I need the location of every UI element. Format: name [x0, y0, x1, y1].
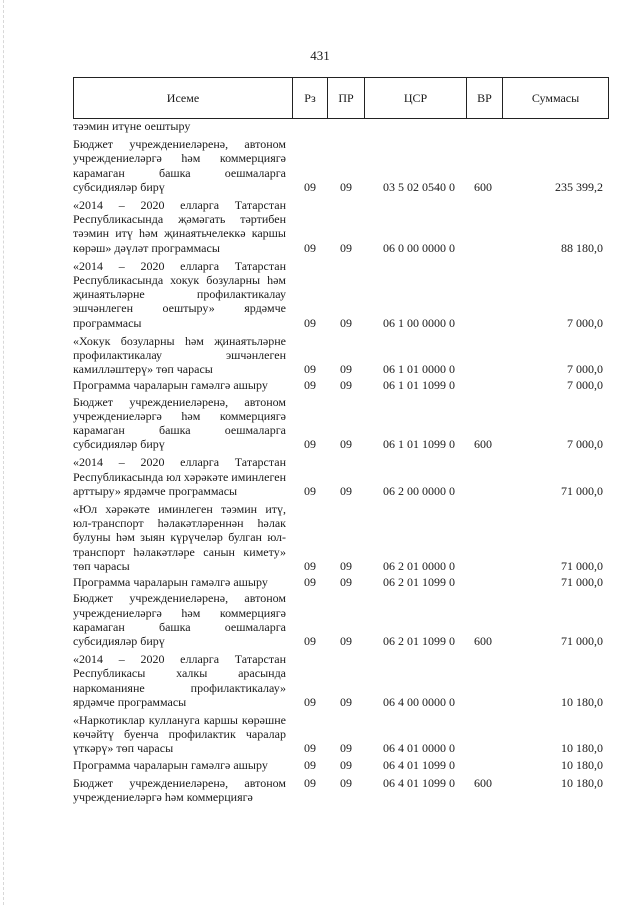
header-pr: ПР [328, 78, 365, 119]
row-pr: 09 [340, 757, 352, 772]
row-rz: 09 [304, 558, 316, 573]
row-name: Программа чараларын гамәлгә ашыру [73, 757, 268, 772]
header-csr: ЦСР [365, 78, 467, 119]
row-rz: 09 [304, 378, 316, 393]
row-csr: 06 4 01 1099 0 [383, 775, 455, 790]
table-row [73, 758, 613, 772]
row-pr: 09 [340, 378, 352, 393]
row-pr: 09 [340, 179, 352, 194]
row-pr: 09 [340, 362, 352, 377]
row-csr: 06 1 01 0000 0 [383, 362, 455, 377]
row-name: «2014 – 2020 елларга Татарстан Республикасында юл хәрәкәте иминлеген арттыру» ярдәмче программасы [73, 455, 286, 498]
row-rz: 09 [304, 575, 316, 590]
row-name: Программа чараларын гамәлгә ашыру [73, 575, 268, 590]
table-row [73, 334, 613, 377]
row-sum: 88 180,0 [561, 240, 603, 255]
row-pr: 09 [340, 558, 352, 573]
row-name: Бюджет учреждениеләренә, автоном учреждениеләргә һәм коммерциягә карамаган башка оешмаларга субсидияләр бирү [73, 591, 286, 648]
table-row [73, 198, 613, 255]
row-name: Бюджет учреждениеләренә, автоном учреждениеләргә һәм коммерциягә [73, 775, 286, 804]
row-csr: 06 4 01 0000 0 [383, 741, 455, 756]
row-name: «2014 – 2020 елларга Татарстан Республикасында җәмәгать тәртибен тәэмин итү һәм җинаятьчелеккә каршы көрәш» дәүләт программасы [73, 198, 286, 255]
row-rz: 09 [304, 741, 316, 756]
table-header [73, 77, 609, 119]
row-pr: 09 [340, 633, 352, 648]
row-sum: 71 000,0 [561, 575, 603, 590]
row-csr: 06 1 01 1099 0 [383, 437, 455, 452]
row-rz: 09 [304, 483, 316, 498]
row-name: тәэмин итүне оештыру [73, 119, 191, 133]
scan-edge-line [3, 0, 5, 905]
row-pr: 09 [340, 694, 352, 709]
row-sum: 71 000,0 [561, 633, 603, 648]
row-pr: 09 [340, 437, 352, 452]
table-row [73, 395, 613, 452]
row-rz: 09 [304, 757, 316, 772]
row-name: Бюджет учреждениеләренә, автоном учреждениеләргә һәм коммерциягә карамаган башка оешмаларга субсидияләр бирү [73, 394, 286, 452]
table-row [73, 502, 613, 573]
row-rz: 09 [304, 437, 316, 452]
row-name: «Хокук бозуларны һәм җинаятьләрне профилактикалау эшчәнлеген камилләштерү» төп чарасы [73, 333, 286, 377]
table-row [73, 652, 613, 709]
row-pr: 09 [340, 575, 352, 590]
row-rz: 09 [304, 240, 316, 255]
row-name: «2014 – 2020 елларга Татарстан Республикасы халкы арасында наркоманияне профилактикалау» ярдәмче программасы [73, 652, 286, 709]
row-csr: 06 2 01 0000 0 [383, 558, 455, 573]
row-rz: 09 [304, 633, 316, 648]
row-sum: 10 180,0 [561, 741, 603, 756]
row-name: Бюджет учреждениеләренә, автоном учреждениеләргә һәм коммерциягә карамаган башка оешмаларга субсидияләр бирү [73, 137, 286, 194]
row-pr: 09 [340, 741, 352, 756]
row-rz: 09 [304, 694, 316, 709]
row-csr: 03 5 02 0540 0 [383, 179, 455, 194]
row-csr: 06 4 01 1099 0 [383, 757, 455, 772]
header-sum: Суммасы [503, 78, 609, 119]
row-vr: 600 [474, 437, 492, 452]
row-sum: 7 000,0 [567, 362, 603, 377]
table-row [73, 378, 613, 392]
row-name: «2014 – 2020 елларга Татарстан Республикасында хокук бозуларны һәм җинаятьләрне профилактикалау эшчәнлеген оештыру» ярдәмче программасы [73, 258, 286, 330]
row-csr: 06 1 01 1099 0 [383, 378, 455, 393]
header-vr: ВР [467, 78, 503, 119]
table-row [73, 259, 613, 330]
row-sum: 71 000,0 [561, 483, 603, 498]
row-rz: 09 [304, 362, 316, 377]
table-row [73, 575, 613, 589]
table-row [73, 119, 613, 133]
table-row [73, 776, 613, 804]
row-pr: 09 [340, 315, 352, 330]
row-rz: 09 [304, 315, 316, 330]
row-sum: 10 180,0 [561, 757, 603, 772]
row-sum: 10 180,0 [561, 775, 603, 790]
table-row [73, 455, 613, 498]
table-row [73, 591, 613, 648]
row-sum: 235 399,2 [555, 179, 603, 194]
row-pr: 09 [340, 775, 352, 790]
row-name: «Юл хәрәкәте иминлеген тәэмин итү, юл-транспорт һәлакәтләреннән һәлак булуны һәм зыян күрүчеләр булган юл-транспорт һәлакәтләре санын кимету» төп чарасы [73, 502, 286, 573]
row-name: «Наркотиклар куллануга каршы көрәшне көчәйтү буенча профилактик чаралар үткәрү» төп чарасы [73, 712, 286, 756]
row-csr: 06 2 01 1099 0 [383, 575, 455, 590]
row-rz: 09 [304, 775, 316, 790]
row-csr: 06 1 00 0000 0 [383, 315, 455, 330]
row-name: Программа чараларын гамәлгә ашыру [73, 378, 268, 393]
row-vr: 600 [474, 633, 492, 648]
row-csr: 06 0 00 0000 0 [383, 240, 455, 255]
row-vr: 600 [474, 775, 492, 790]
header-rz: Рз [293, 78, 328, 119]
row-sum: 10 180,0 [561, 694, 603, 709]
table-row [73, 137, 613, 194]
row-sum: 7 000,0 [567, 378, 603, 393]
row-rz: 09 [304, 179, 316, 194]
row-csr: 06 2 01 1099 0 [383, 633, 455, 648]
row-sum: 71 000,0 [561, 558, 603, 573]
row-pr: 09 [340, 483, 352, 498]
table-row [73, 713, 613, 756]
row-csr: 06 4 00 0000 0 [383, 694, 455, 709]
row-pr: 09 [340, 240, 352, 255]
page-number: 431 [310, 48, 330, 63]
header-name: Исеме [74, 78, 293, 119]
table-body [73, 119, 613, 804]
row-sum: 7 000,0 [567, 437, 603, 452]
row-vr: 600 [474, 179, 492, 194]
row-csr: 06 2 00 0000 0 [383, 483, 455, 498]
row-sum: 7 000,0 [567, 315, 603, 330]
